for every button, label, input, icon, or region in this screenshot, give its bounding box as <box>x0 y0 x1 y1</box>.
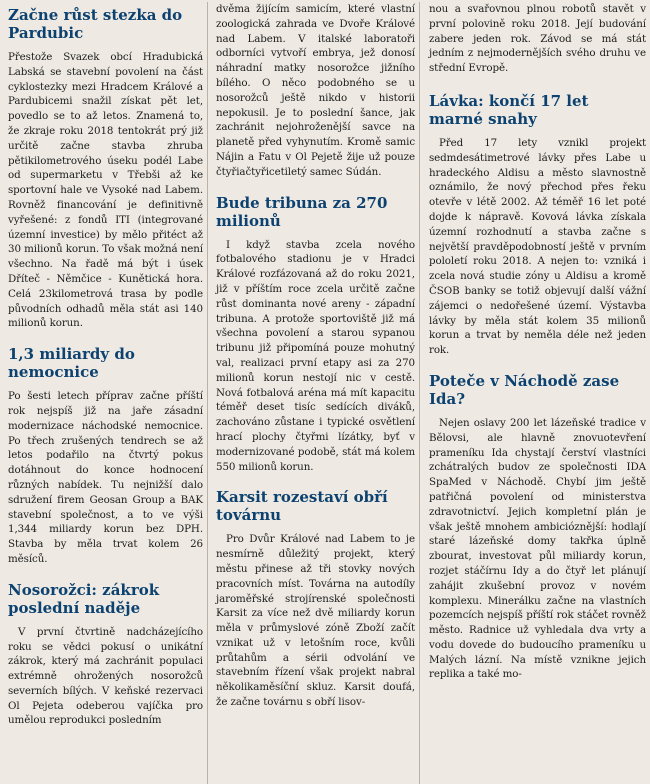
headline-nosorozci: Nosorožci: zákrok poslední naděje <box>8 580 160 617</box>
headline-ida: Poteče v Náchodě zase Ida? <box>429 371 620 408</box>
body-tribuna: I když stavba zcela nového fotbalového stadionu je v Hradci Králové rozfázovaná až do roku 2021, již v příštím roce zcela určitě začne růst dominanta nové areny - západní tribuna. A protože sportoviště již má všechna povolení a starou sypanou tribunu již připomíná pouze mohutný val, realizaci první etapy asi za 270 milionů korun nestojí nic v cestě. Nová fotbalová aréna má mít kapacitu téměř deset tisíc sedících diváků, zachováno zůstane i typické osvětlení hrací plochy čtyřmi lízátky, byť v modernizované podobě, stát má kolem 550 milionů korun. <box>216 238 415 473</box>
body-karsit-part2: nou a svařovnou plnou robotů stavět v první polovině roku 2018. Její budování zabere jeden rok. Závod se má stát jedním z nejmodernějších svého druhu ve střední Evropě. <box>429 3 646 75</box>
headline-stezka: Začne růst stezka do Pardubic <box>8 6 183 42</box>
article-tribuna <box>216 194 415 475</box>
column-2 <box>207 2 419 784</box>
article-nosorozci <box>8 581 203 729</box>
article-lavka <box>429 92 646 358</box>
body-nosorozci-part2: dvěma žijícím samicím, které vlastní zoologická zahrada ve Dvoře Králové nad Labem. V italské laboratoři odborníci vytvoří embrya, jež donosí náhradní matky nosorožce jižního bílého. O něco podobného se u nosorožců ještě nikdo v historii nepokusil. Je to poslední šance, jak zachránit nejohroženější savce na planetě před vyhynutím. Kromě samic Nájin a Fatu v Ol Pejetě žije už pouze čtyřiačtyřicetiletý samec Súdán. <box>216 3 415 178</box>
body-nosorozci-part1: V první čtvrtině nadcházejícího roku se vědci pokusí o unikátní zákrok, který má zachránit populaci extrémně ohrožených nosorožců severních bílých. V keňské rezervaci Ol Pejeta odeberou vajíčka pro umělou reprodukci posledním <box>8 625 203 727</box>
article-nosorozci-cont <box>216 2 415 180</box>
article-ida <box>429 372 646 682</box>
headline-lavka: Lávka: končí 17 let marné snahy <box>429 91 589 128</box>
headline-karsit: Karsit rozestaví obří továrnu <box>216 488 388 525</box>
body-stezka: Přestože Svazek obcí Hradubická Labská se stavební povolení na část cyklostezky mezi Hradcem Králové a Pardubicemi snažil získat pět let, povedlo se to až letos. Znamená to, že zkraje roku 2018 tentokrát prý již určitě začne stavba zhruba pětikilometrového úseku podél Labe od supermarketu v Třebši až ke sportovní hale ve Vysoké nad Labem. Rovněž financování je definitivně vyřešené: z fondů ITI (integrované územní investice) by mělo přitéct až 30 milionů korun. To však možná není všechno. Na řadě má být i úsek Dříteč - Němčice - Kunětická hora. Celá 23kilometrová trasa by podle původních odhadů měla stát asi 140 milionů korun. <box>8 51 203 330</box>
article-karsit <box>216 488 415 710</box>
article-karsit-cont <box>429 2 646 76</box>
article-nemocnice <box>8 345 203 567</box>
article-stezka <box>8 6 203 331</box>
column-3 <box>419 2 650 784</box>
column-1 <box>0 2 207 784</box>
body-lavka: Před 17 lety vznikl projekt sedmdesátimetrové lávky přes Labe u hradeckého Aldisu a město slavnostně oznámilo, že nový přechod přes řeku otevře v létě 2002. Až téměř 16 let poté dojde k nápravě. Kovová lávka získala územní rozhodnutí a stavba začne s největší pravděpodobností ještě v prvním pololetí roku 2018. A nejen to: vzniká i zcela nová studie zóny u Aldisu a kromě ČSOB banky se totiž objevují další vážní zájemci o nedořešené území. Výstavba lávky by měla stát kolem 35 milionů korun a trvat by neměla déle než jeden rok. <box>429 136 646 357</box>
body-ida: Nejen oslavy 200 let lázeňské tradice v Bělovsi, ale hlavně znovuotevření prameníku Ida chystají čerství vlastníci zchátralých budov ze společnosti IDA SpaMed v Náchodě. Chybí jim ještě patřičná povolení od ministerstva zdravotnictví. Jejich kompletní plán je však ještě mnohem ambicióznější: hodlají staré lázeňské domy takřka úplně zbourat, investovat půl miliardy korun, rozjet stáčírnu Idy a do čtyř let plánují zahájit zkušební provoz v novém komplexu. Minerálku začne na vlastních pozemcích nejspíš příští rok stáčet rovněž město. Radnice už vyhledala dva vrty a vodu dovede do budoucího prameníku u Malých lázní. Na místě vznikne jejich replika a také mo- <box>429 416 646 681</box>
headline-tribuna: Bude tribuna za 270 milionů <box>216 193 388 230</box>
headline-nemocnice: 1,3 miliardy do nemocnice <box>8 345 135 382</box>
body-karsit-part1: Pro Dvůr Králové nad Labem to je nesmírně důležitý projekt, který městu přinese až tři stovky nových pracovních míst. Továrna na autodíly jaroměřské strojírenské společnosti Karsit za více než dvě miliardy korun měla v průmyslové zóně Zboží začít vznikat už v letošním roce, kvůli průtahům a sérii odvolání ve stavebním řízení však projekt nabral několikaměsíční skluz. Karsit doufá, že začne továrnu s obří lisov- <box>216 533 415 709</box>
body-nemocnice: Po šesti letech příprav začne příští rok nejspíš již na jaře zásadní modernizace náchodské nemocnice. Po třech zrušených tendrech se až letos podařilo na čtvrtý pokus dotáhnout do konce hodnocení různých nabídek. Tu nejnižší dalo sdružení firem Geosan Group a BAK stavební společnost, a to ve výši 1,344 miliardy korun bez DPH. Stavba by měla trvat kolem 26 měsíců. <box>8 390 203 565</box>
